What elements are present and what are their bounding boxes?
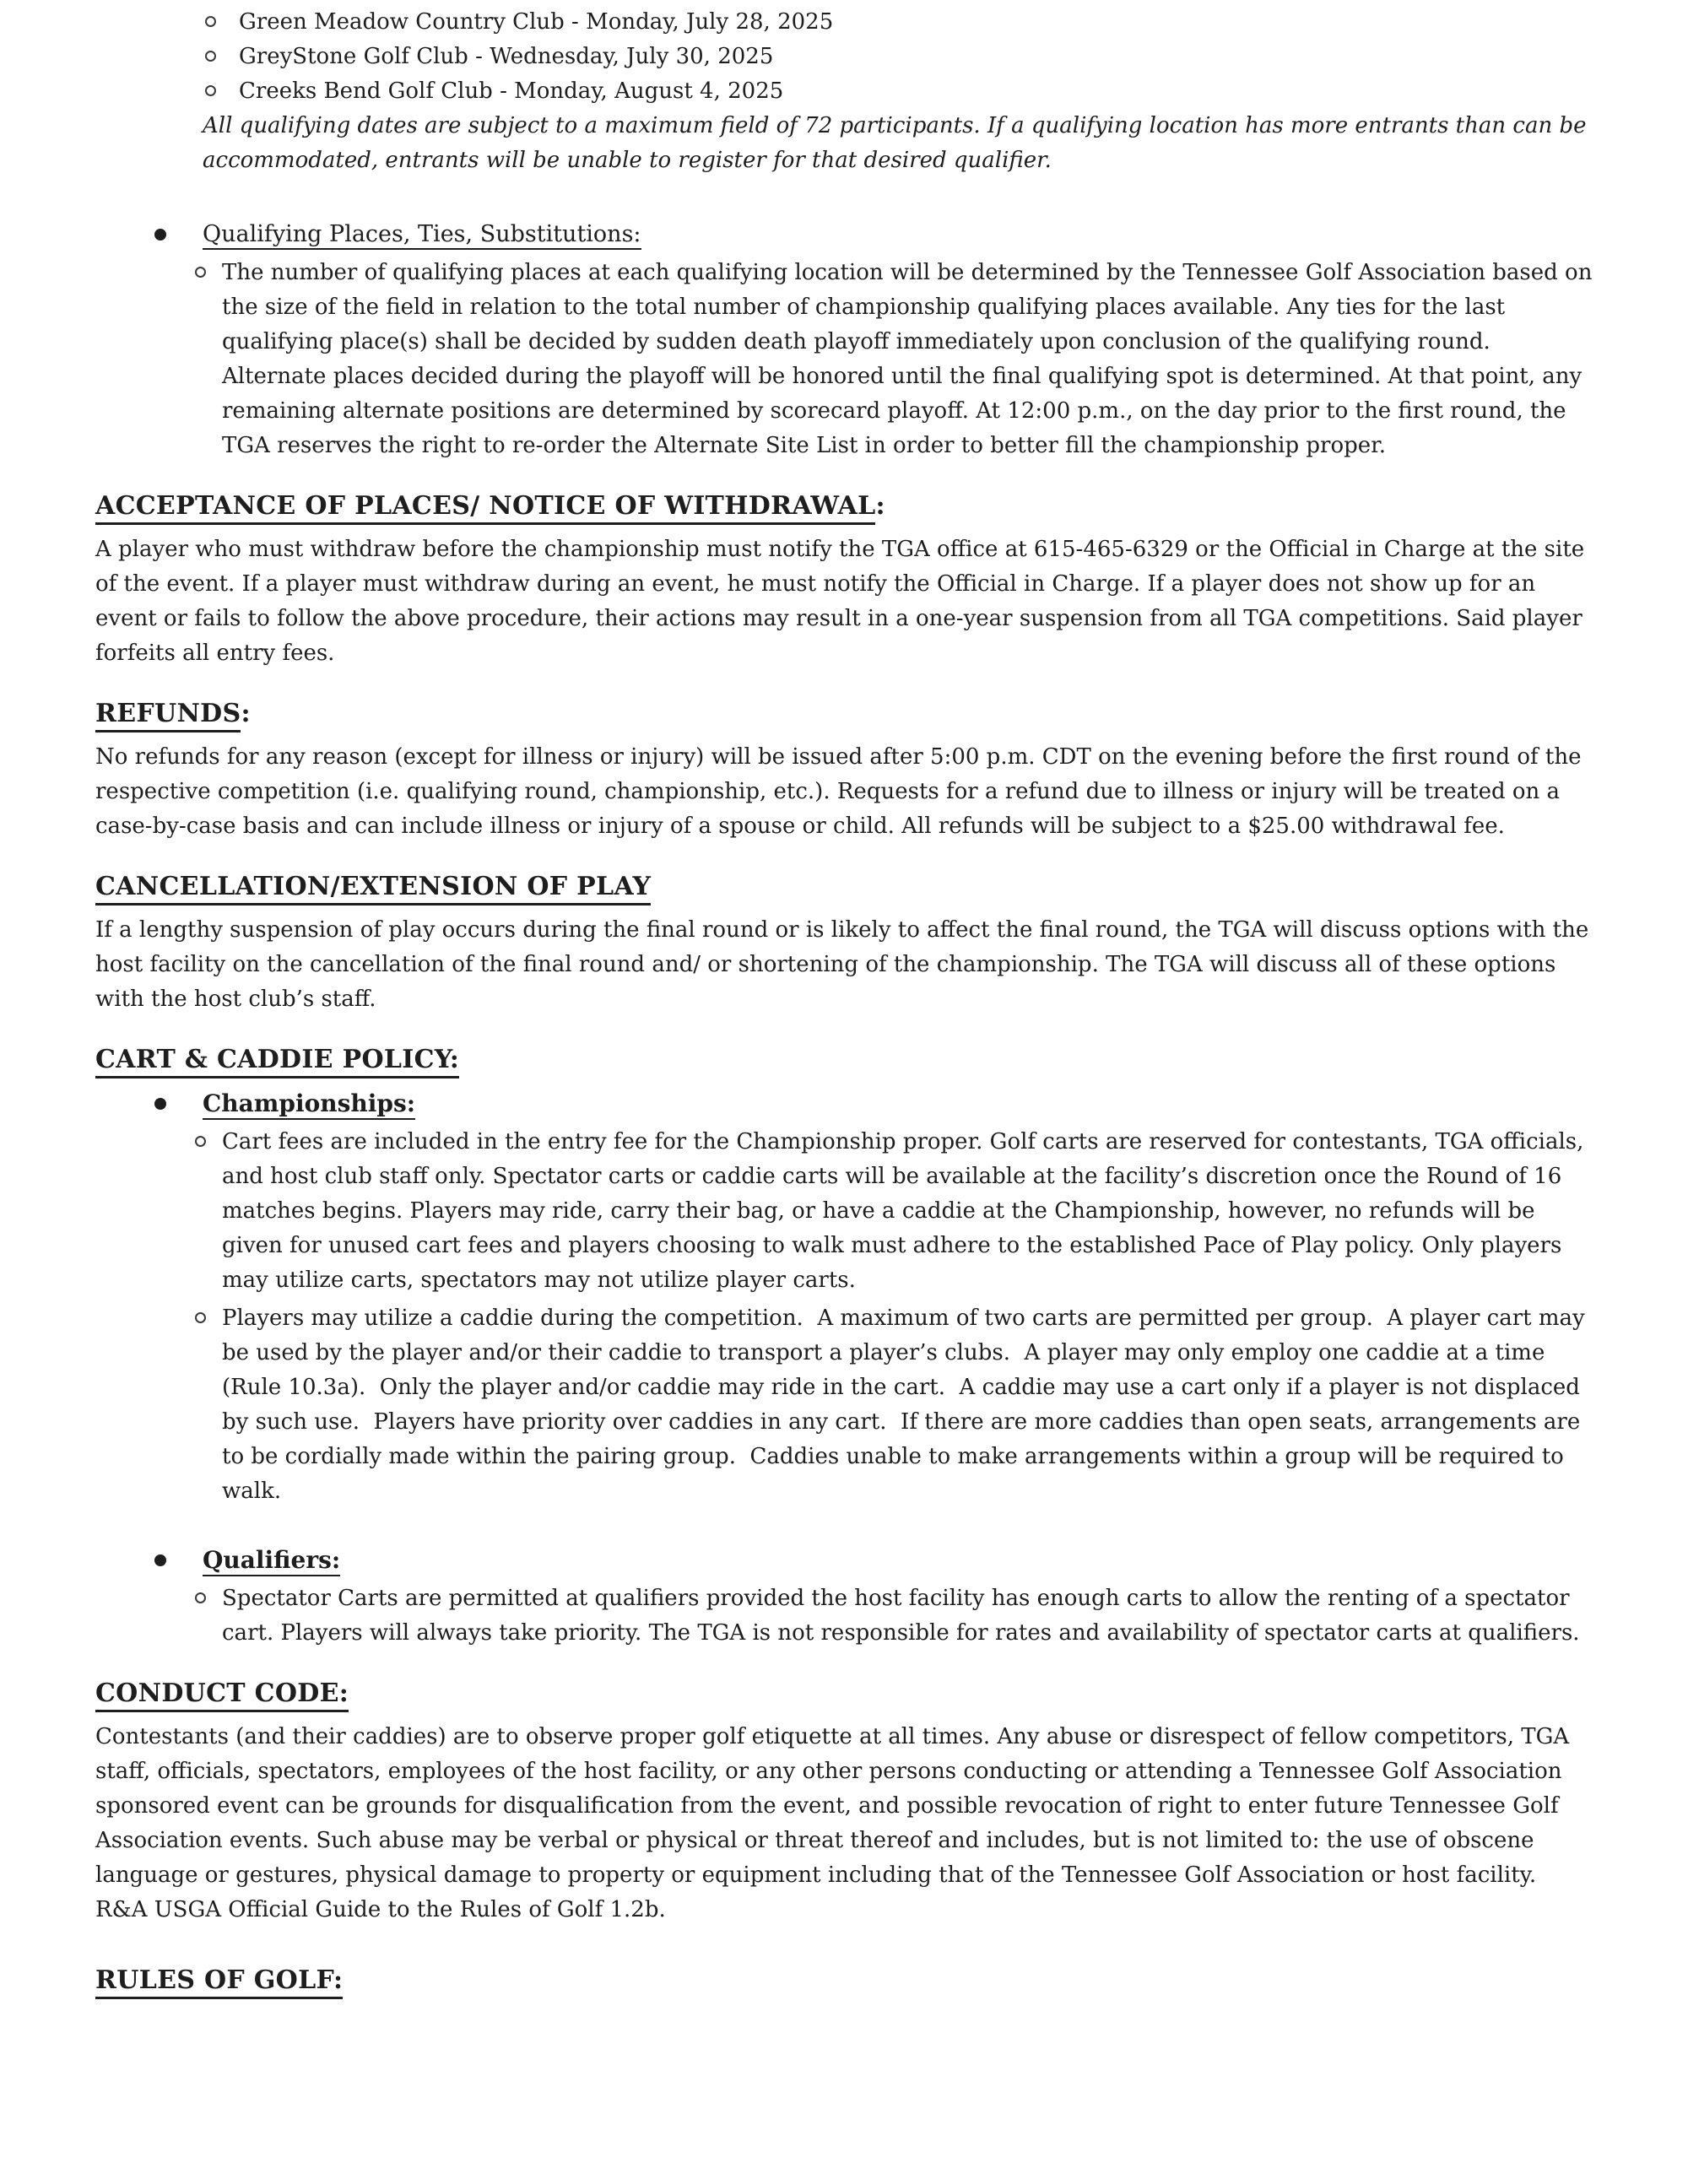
heading-cart-caddie-policy — [95, 1041, 1593, 1079]
conduct-paragraph: Contestants (and their caddies) are to observe proper golf etiquette at all times. Any abuse or disrespect of fellow competitors, TGA staff, officials, spectators, employees of the host facility, or any other persons conducting or attending a Tennessee Golf Association sponsored event can be grounds for disqualification from the event, and possible revocation of right to enter future Tennessee Golf Association events. Such abuse may be verbal or physical or threat thereof and includes, but is not limited to: the use of obscene language or gestures, physical damage to property or equipment including that of the Tennessee Golf Association or host facility. R&A USGA Official Guide to the Rules of Golf 1.2b. — [95, 1724, 1577, 1922]
heading-cancellation-text: CANCELLATION/EXTENSION OF PLAY — [95, 872, 651, 905]
heading-rules-text: RULES OF GOLF: — [95, 1965, 343, 1999]
qualifying-places-detail — [95, 256, 1599, 463]
heading-refunds — [95, 695, 1593, 733]
bullet-open-icon — [205, 85, 216, 96]
bullet-filled-icon — [154, 1098, 166, 1110]
list-item-championships — [95, 1086, 1593, 1122]
refunds-paragraph: No refunds for any reason (except for illness or injury) will be issued after 5:00 p.m. CDT on the evening before the first round of the respective competition (i.e. qualifying round, championship, etc.). Requests for a refund due to illness or injury will be treated on a case-by-case basis and can include illness or injury of a spouse or child. All refunds will be subject to a $25.00 withdrawal fee. — [95, 744, 1588, 839]
list-item-qualifying-places — [95, 217, 1593, 252]
heading-cancellation-extension — [95, 868, 1593, 906]
qualifiers-bullet — [95, 1581, 1593, 1651]
bullet-open-icon — [205, 16, 216, 27]
bullet-filled-icon — [154, 229, 166, 241]
bullet-filled-icon — [154, 1554, 166, 1566]
heading-conduct-text: CONDUCT CODE: — [95, 1679, 349, 1712]
heading-refunds-colon: : — [241, 699, 251, 728]
heading-cart-caddie-text: CART & CADDIE POLICY: — [95, 1045, 459, 1078]
championships-bullet — [95, 1301, 1593, 1509]
bullet-open-icon — [195, 1136, 206, 1147]
qualifying-places-text: The number of qualifying places at each qualifying location will be determined by the Tennessee Golf Association based on the size of the field in relation to the total number of championship qualifying places available. Any ties for the last qualifying place(s) shall be decided by sudden death playoff immediately upon conclusion of the qualifying round. Alternate places decided during the playoff will be honored until the final qualifying spot is determined. At that point, any remaining alternate positions are determined by scorecard playoff. At 12:00 p.m., on the day prior to the first round, the TGA reserves the right to re-order the Alternate Site List in order to better fill the championship proper. — [222, 260, 1599, 458]
qualifying-dates-note: All qualifying dates are subject to a maximum field of 72 participants. If a qualifying location has more entrants than can be accommodated, entrants will be unable to register for that desired qualifier. — [203, 113, 1593, 173]
heading-acceptance-colon: : — [875, 491, 885, 521]
heading-rules-of-golf — [95, 1961, 1593, 2000]
heading-acceptance-text: ACCEPTANCE OF PLACES/ NOTICE OF WITHDRAWAL — [95, 491, 875, 525]
qualifier-site-item — [95, 74, 1593, 109]
qualifier-site-item — [95, 5, 1593, 40]
championships-bullet-text: Cart fees are included in the entry fee for the Championship proper. Golf carts are reserved for contestants, TGA officials, and host club staff only. Spectator carts or caddie carts will be available at the facility’s discretion once the Round of 16 matches begins. Players may ride, carry their bag, or have a caddie at the Championship, however, no refunds will be given for unused cart fees and players choosing to walk must adhere to the established Pace of Play policy. Only players may utilize carts, spectators may not utilize player carts. — [222, 1129, 1591, 1293]
qualifier-site-text: Creeks Bend Golf Club - Monday, August 4, 2025 — [239, 78, 784, 104]
qualifier-site-text: GreyStone Golf Club - Wednesday, July 30, 2025 — [239, 44, 774, 69]
acceptance-paragraph: A player who must withdraw before the championship must notify the TGA office at 615-465-6329 or the Official in Charge at the site of the event. If a player must withdraw during an event, he must notify the Official in Charge. If a player does not show up for an event or fails to follow the above procedure, their actions may result in a one-year suspension from all TGA competitions. Said player forfeits all entry fees. — [95, 537, 1592, 666]
qualifier-site-text: Green Meadow Country Club - Monday, July 28, 2025 — [239, 9, 834, 35]
bullet-open-icon — [195, 1592, 206, 1603]
qualifier-site-item — [95, 40, 1593, 74]
championships-bullet — [95, 1125, 1593, 1298]
bullet-open-icon — [195, 1312, 206, 1323]
heading-conduct-code — [95, 1674, 1593, 1713]
qualifiers-bullet-text: Spectator Carts are permitted at qualifiers provided the host facility has enough carts to allow the renting of a spectator cart. Players will always take priority. The TGA is not responsible for rates and availability of spectator carts at qualifiers. — [222, 1586, 1580, 1646]
bullet-open-icon — [195, 267, 206, 278]
heading-refunds-text: REFUNDS — [95, 699, 241, 733]
heading-acceptance-of-places — [95, 487, 1593, 526]
qualifiers-label: Qualifiers: — [203, 1546, 340, 1576]
list-item-qualifiers — [95, 1543, 1593, 1578]
cancellation-paragraph: If a lengthy suspension of play occurs during the final round or is likely to affect the final round, the TGA will discuss options with the host facility on the cancellation of the final round and/ or shortening of the championship. The TGA will discuss all of these options with the host club’s staff. — [95, 917, 1596, 1012]
championships-bullet-text: Players may utilize a caddie during the competition. A maximum of two carts are permitted per group. A player cart may be used by the player and/or their caddie to transport a player’s clubs. A player may only employ one caddie at a time (Rule 10.3a). Only the player and/or caddie may ride in the cart. A caddie may use a cart only if a player is not displaced by such use. Players have priority over caddies in any cart. If there are more caddies than open seats, arrangements are to be cordially made within the pairing group. Caddies unable to make arrangements within a group will be required to walk. — [222, 1306, 1592, 1504]
qualifying-places-label: Qualifying Places, Ties, Substitutions: — [203, 221, 641, 250]
bullet-open-icon — [205, 51, 216, 62]
championships-label: Championships: — [203, 1089, 415, 1120]
